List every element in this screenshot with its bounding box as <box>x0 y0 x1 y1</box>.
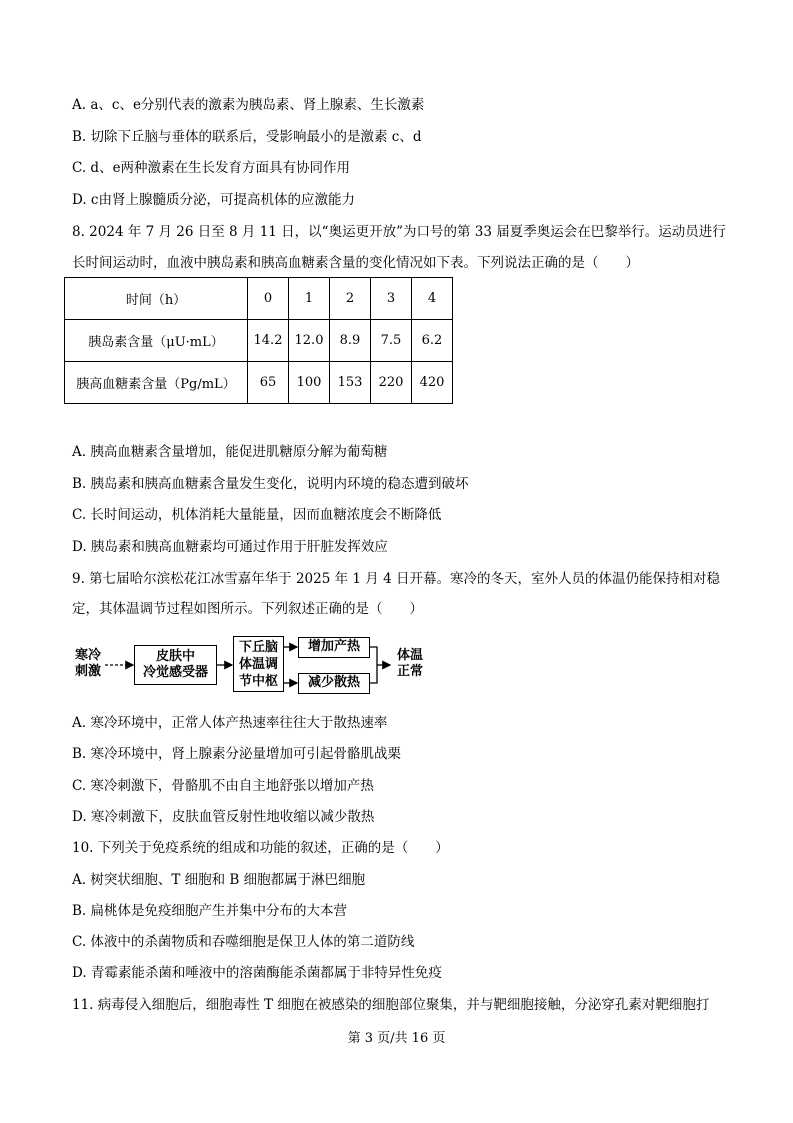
result-line2: 正常 <box>396 664 423 679</box>
q8-data-table <box>64 277 453 404</box>
q9-stem-line1: 9. 第七届哈尔滨松花江冰雪嘉年华于 2025 年 1 月 4 日开幕。寒冷的冬天，室外人员的体温仍能保持相对稳 <box>72 571 720 587</box>
table-cell: 420 <box>412 362 453 404</box>
table-cell: 12.0 <box>289 320 330 362</box>
increase-heat-production-box: 增加产热 <box>298 637 370 658</box>
q7-option-a: A. a、c、e分别代表的激素为胰岛素、肾上腺素、生长激素 <box>72 97 425 113</box>
q10-option-d: D. 青霉素能杀菌和唾液中的溶菌酶能杀菌都属于非特异性免疫 <box>72 965 442 981</box>
q8-option-a: A. 胰高血糖素含量增加，能促进肌糖原分解为葡萄糖 <box>72 444 388 460</box>
q10-stem: 10. 下列关于免疫系统的组成和功能的叙述，正确的是（ ） <box>72 840 449 856</box>
table-header-cell: 3 <box>371 278 412 320</box>
table-cell: 8.9 <box>330 320 371 362</box>
thermoregulation-diagram <box>72 636 432 694</box>
table-cell: 65 <box>248 362 289 404</box>
q10-option-a: A. 树突状细胞、T 细胞和 B 细胞都属于淋巴细胞 <box>72 872 366 888</box>
q7-option-c: C. d、e两种激素在生长发育方面具有协同作用 <box>72 160 351 176</box>
merge-bracket <box>370 647 377 683</box>
q8-stem-line2: 长时间运动时，血液中胰岛素和胰高血糖素含量的变化情况如下表。下列说法正确的是（ ） <box>72 255 639 271</box>
table-row <box>65 362 453 404</box>
q8-stem-line1: 8. 2024 年 7 月 26 日至 8 月 11 日，以“奥运更开放”为口号的第 33 届夏季奥运会在巴黎举行。运动员进行 <box>72 224 726 240</box>
q9-option-c: C. 寒冷刺激下，骨骼肌不由自主地舒张以增加产热 <box>72 778 374 794</box>
cold-stimulus-label <box>72 648 104 680</box>
table-cell: 153 <box>330 362 371 404</box>
table-header-cell: 0 <box>248 278 289 320</box>
table-header-cell: 2 <box>330 278 371 320</box>
receptor-line1: 皮肤中 <box>155 649 195 664</box>
cold-stimulus-line1: 寒冷 <box>74 648 101 663</box>
table-cell: 220 <box>371 362 412 404</box>
cold-stimulus-line2: 刺激 <box>74 664 101 679</box>
q7-option-d: D. c由肾上腺髓质分泌，可提高机体的应激能力 <box>72 192 355 208</box>
q9-option-b: B. 寒冷环境中，肾上腺素分泌量增加可引起骨骼肌战栗 <box>72 746 402 762</box>
table-cell: 7.5 <box>371 320 412 362</box>
q9-option-a: A. 寒冷环境中，正常人体产热速率往往大于散热速率 <box>72 715 388 731</box>
table-header-cell: 1 <box>289 278 330 320</box>
q9-option-d: D. 寒冷刺激下，皮肤血管反射性地收缩以减少散热 <box>72 809 375 825</box>
hypothalamus-center-box <box>233 636 284 692</box>
table-cell: 14.2 <box>248 320 289 362</box>
table-cell: 100 <box>289 362 330 404</box>
q11-stem-line1: 11. 病毒侵入细胞后，细胞毒性 T 细胞在被感染的细胞部位聚集，并与靶细胞接触，分泌穿孔素对靶细胞打 <box>72 997 710 1013</box>
receptor-line2: 冷觉感受器 <box>142 665 208 680</box>
q8-option-c: C. 长时间运动，机体消耗大量能量，因而血糖浓度会不断降低 <box>72 507 442 523</box>
q10-option-b: B. 扁桃体是免疫细胞产生并集中分布的大本营 <box>72 903 348 919</box>
table-header-cell: 时间（h） <box>65 278 248 320</box>
q8-option-d: D. 胰岛素和胰高血糖素均可通过作用于肝脏发挥效应 <box>72 539 388 555</box>
center-line1: 下丘脑 <box>238 640 278 655</box>
table-cell: 胰高血糖素含量（Pg/mL） <box>65 362 248 404</box>
q7-option-b: B. 切除下丘脑与垂体的联系后，受影响最小的是激素 c、d <box>72 129 422 145</box>
table-row <box>65 320 453 362</box>
q10-option-c: C. 体液中的杀菌物质和吞噬细胞是保卫人体的第二道防线 <box>72 934 415 950</box>
table-cell: 胰岛素含量（μU·mL） <box>65 320 248 362</box>
reduce-heat-loss-box: 减少散热 <box>298 673 370 694</box>
result-line1: 体温 <box>396 648 423 663</box>
q8-option-b: B. 胰岛素和胰高血糖素含量发生变化，说明内环境的稳态遭到破坏 <box>72 476 469 492</box>
normal-temperature-label <box>392 648 428 680</box>
table-cell: 6.2 <box>412 320 453 362</box>
skin-receptor-box <box>134 645 217 685</box>
table-header-row <box>65 278 453 320</box>
table-header-cell: 4 <box>412 278 453 320</box>
center-line2: 体温调 <box>238 657 278 672</box>
page-footer: 第 3 页/共 16 页 <box>347 1031 446 1046</box>
q9-stem-line2: 定，其体温调节过程如图所示。下列叙述正确的是（ ） <box>72 601 423 617</box>
center-line3: 节中枢 <box>238 674 278 689</box>
